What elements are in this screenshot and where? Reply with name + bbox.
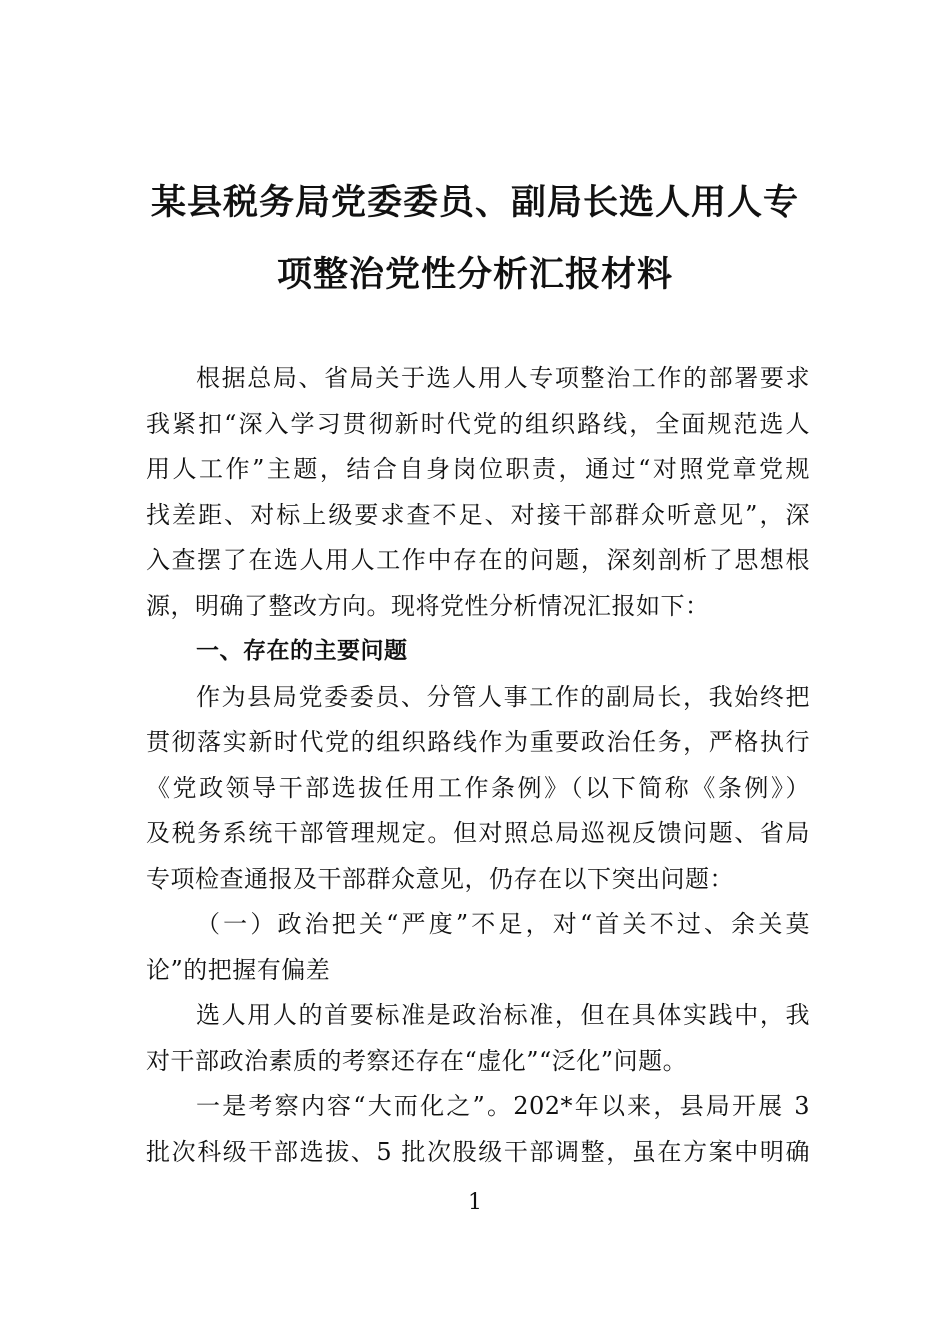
body-text-line: 找差距、对标上级要求查不足、对接干部群众听意见”，深 xyxy=(146,500,810,529)
body-text-line: 贯彻落实新时代党的组织路线作为重要政治任务，严格执行 xyxy=(146,728,810,756)
body-text-line: 《党政领导干部选拔任用工作条例》（以下简称《条例》） xyxy=(146,773,810,802)
page-number: 1 xyxy=(468,1190,482,1215)
document-title-line-2: 项整治党性分析汇报材料 xyxy=(276,255,673,295)
body-text-line: 用人工作”主题，结合自身岗位职责，通过“对照党章党规 xyxy=(146,455,810,483)
body-text-line: 批次科级干部选拔、5 批次股级干部调整，虽在方案中明确 xyxy=(146,1137,810,1166)
body-text-line: 一是考察内容“大而化之”。202*年以来，县局开展 3 xyxy=(196,1092,810,1120)
body-text-line: 选人用人的首要标准是政治标准，但在具体实践中，我 xyxy=(196,1001,810,1029)
body-text-line: 我紧扣“深入学习贯彻新时代党的组织路线，全面规范选人 xyxy=(146,409,810,438)
body-text-line: 根据总局、省局关于选人用人专项整治工作的部署要求 xyxy=(196,364,810,392)
document-body xyxy=(146,356,810,1175)
document-title-line-1: 某县税务局党委委员、副局长选人用人专 xyxy=(150,183,799,223)
body-text-line: （一）政治把关“严度”不足，对“首关不过、余关莫 xyxy=(196,910,810,938)
body-text-line: 对干部政治素质的考察还存在“虚化”“泛化”问题。 xyxy=(146,1046,688,1075)
section-heading: 一、存在的主要问题 xyxy=(196,638,408,664)
body-text-line: 作为县局党委委员、分管人事工作的副局长，我始终把 xyxy=(196,682,810,711)
body-text-line: 论”的把握有偏差 xyxy=(146,955,331,984)
body-text-line: 入查摆了在选人用人工作中存在的问题，深刻剖析了思想根 xyxy=(146,546,810,574)
body-text-line: 源，明确了整改方向。现将党性分析情况汇报如下： xyxy=(146,591,710,620)
body-text-line: 及税务系统干部管理规定。但对照总局巡视反馈问题、省局 xyxy=(146,819,810,847)
body-text-line: 专项检查通报及干部群众意见，仍存在以下突出问题： xyxy=(146,864,734,893)
